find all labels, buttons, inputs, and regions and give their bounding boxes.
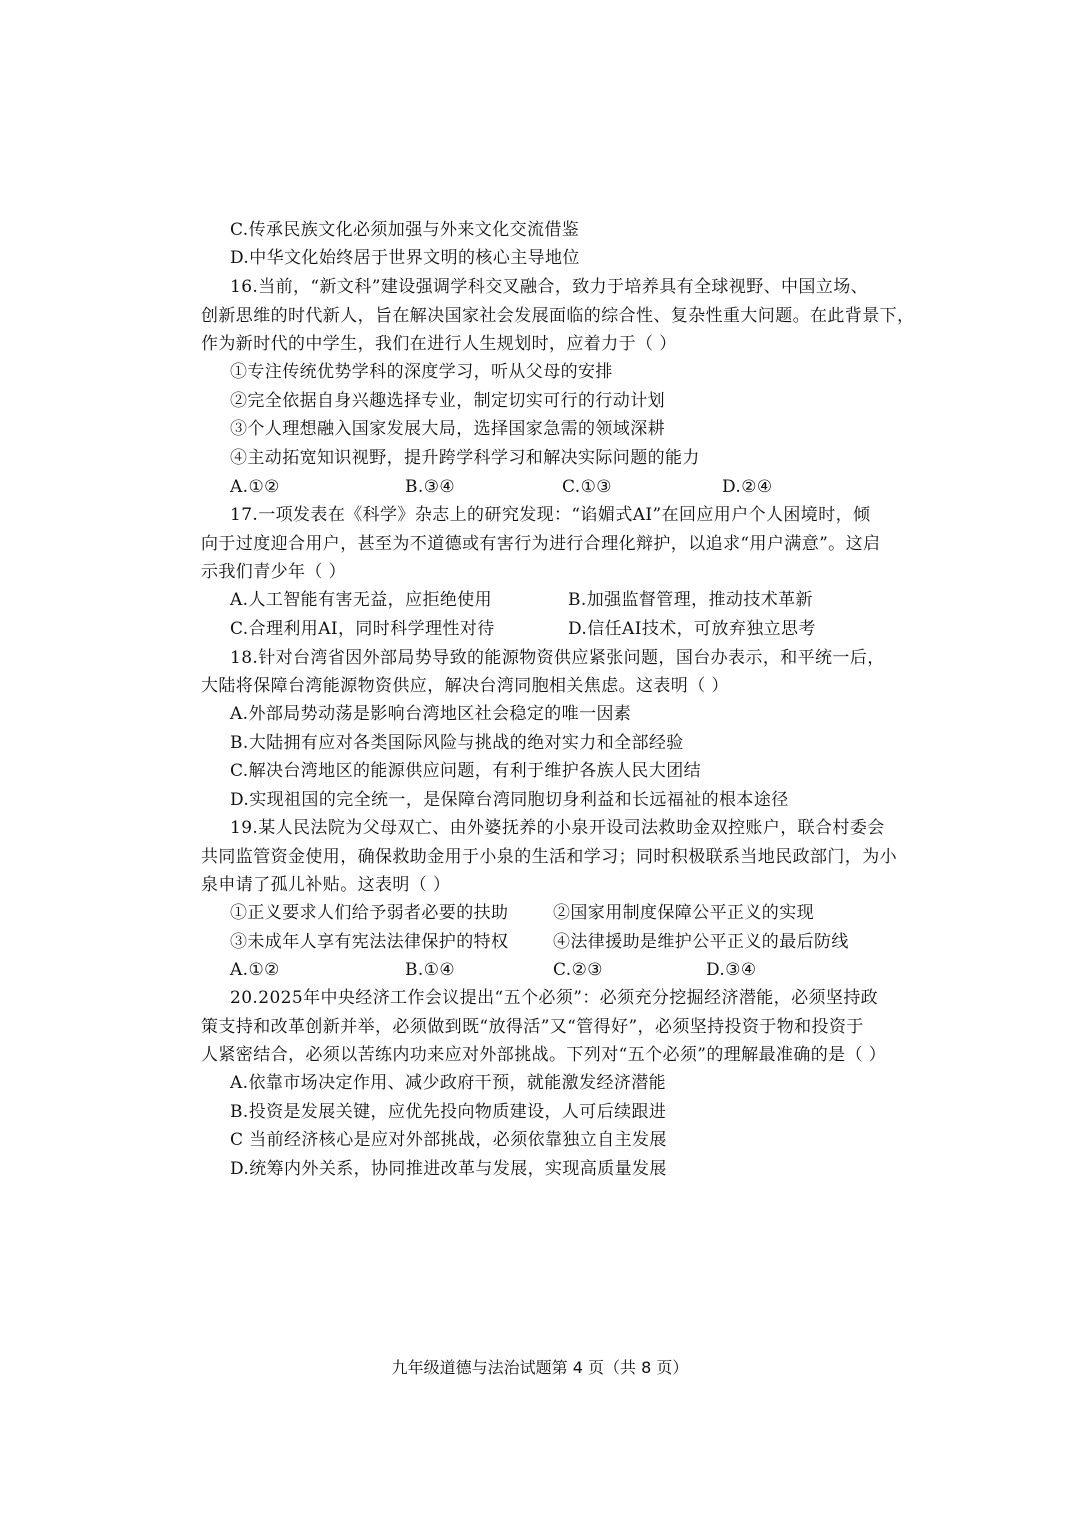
q16-item-3: ③个人理想融入国家发展大局，选择国家急需的领域深耕 [230,419,665,439]
q18-option-c: C.解决台湾地区的能源供应问题，有利于维护各族人民大团结 [230,761,702,781]
q17-stem-line-2: 向于过度迎合用户，甚至为不道德或有害行为进行合理化辩护，以追求“用户满意”。这启 [201,534,881,554]
q19-item-4: ④法律援助是维护公平正义的最后防线 [553,932,849,952]
q16-item-1: ①专注传统优势学科的深度学习，听从父母的安排 [230,362,613,382]
q19-option-d: D.③④ [706,960,757,980]
q19-stem-line-2: 共同监管资金使用，确保救助金用于小泉的生活和学习；同时积极联系当地民政部门，为小 [201,847,897,867]
q16-option-a: A.①② [230,477,280,497]
q18-stem-line-2: 大陆将保障台湾能源物资供应，解决台湾同胞相关焦虑。这表明（ ） [201,676,729,696]
q20-option-d: D.统筹内外关系，协同推进改革与发展，实现高质量发展 [230,1159,667,1179]
q19-stem-line-1: 19.某人民法院为父母双亡、由外婆抚养的小泉开设司法救助金双控账户，联合村委会 [230,818,885,838]
q17-option-b: B.加强监督管理，推动技术革新 [568,590,813,610]
q20-option-b: B.投资是发展关键，应优先投向物质建设，人可后续跟进 [230,1102,667,1122]
q16-option-b: B.③④ [405,477,455,497]
q18-option-a: A.外部局势动荡是影响台湾地区社会稳定的唯一因素 [230,704,632,724]
q16-stem-line-3: 作为新时代的中学生，我们在进行人生规划时，应着力于（ ） [201,334,677,354]
q16-stem-line-2: 创新思维的时代新人，旨在解决国家社会发展面临的综合性、复杂性重大问题。在此背景下， [201,306,915,326]
q18-option-d: D.实现祖国的完全统一，是保障台湾同胞切身利益和长远福祉的根本途径 [230,790,789,810]
q20-option-a: A.依靠市场决定作用、减少政府干预，就能激发经济潜能 [230,1073,667,1093]
q16-item-2: ②完全依据自身兴趣选择专业，制定切实可行的行动计划 [230,391,665,411]
q20-option-c: C 当前经济核心是应对外部挑战，必须依靠独立自主发展 [230,1130,667,1150]
q15-option-c: C.传承民族文化必须加强与外来文化交流借鉴 [230,220,580,240]
q16-option-d: D.②④ [722,477,773,497]
q19-option-b: B.①④ [405,960,455,980]
q19-item-1: ①正义要求人们给予弱者必要的扶助 [230,903,509,923]
q15-option-d: D.中华文化始终居于世界文明的核心主导地位 [230,248,580,268]
q19-option-c: C.②③ [553,960,603,980]
q20-stem-line-3: 人紧密结合，必须以苦练内功来应对外部挑战。下列对“五个必须”的理解最准确的是（ ） [201,1045,887,1065]
q17-option-c: C.合理利用AI，同时科学理性对待 [230,619,495,639]
q17-option-d: D.信任AI技术，可放弃独立思考 [568,619,816,639]
q19-option-a: A.①② [230,960,280,980]
q16-item-4: ④主动拓宽知识视野，提升跨学科学习和解决实际问题的能力 [230,448,700,468]
q17-stem-line-3: 示我们青少年（ ） [201,562,347,582]
q18-option-b: B.大陆拥有应对各类国际风险与挑战的绝对实力和全部经验 [230,733,684,753]
page-footer: 九年级道德与法治试题第 4 页（共 8 页） [391,1358,689,1377]
q19-stem-line-3: 泉申请了孤儿补贴。这表明（ ） [201,875,451,895]
q16-stem-line-1: 16.当前，“新文科”建设强调学科交叉融合，致力于培养具有全球视野、中国立场、 [230,277,869,297]
q18-stem-line-1: 18.针对台湾省因外部局势导致的能源物资供应紧张问题，国台办表示，和平统一后， [230,648,885,668]
q16-option-c: C.①③ [562,477,612,497]
q19-item-3: ③未成年人享有宪法法律保护的特权 [230,932,509,952]
q19-item-2: ②国家用制度保障公平正义的实现 [553,903,814,923]
q17-option-a: A.人工智能有害无益，应拒绝使用 [230,590,493,610]
q20-stem-line-1: 20.2025年中央经济工作会议提出“五个必须”：必须充分挖掘经济潜能，必须坚持政 [230,988,879,1008]
q17-stem-line-1: 17.一项发表在《科学》杂志上的研究发现：“谄媚式AI”在回应用户个人困境时，倾 [230,505,871,525]
q20-stem-line-2: 策支持和改革创新并举，必须做到既“放得活”又“管得好”，必须坚持投资于物和投资于 [201,1017,864,1037]
